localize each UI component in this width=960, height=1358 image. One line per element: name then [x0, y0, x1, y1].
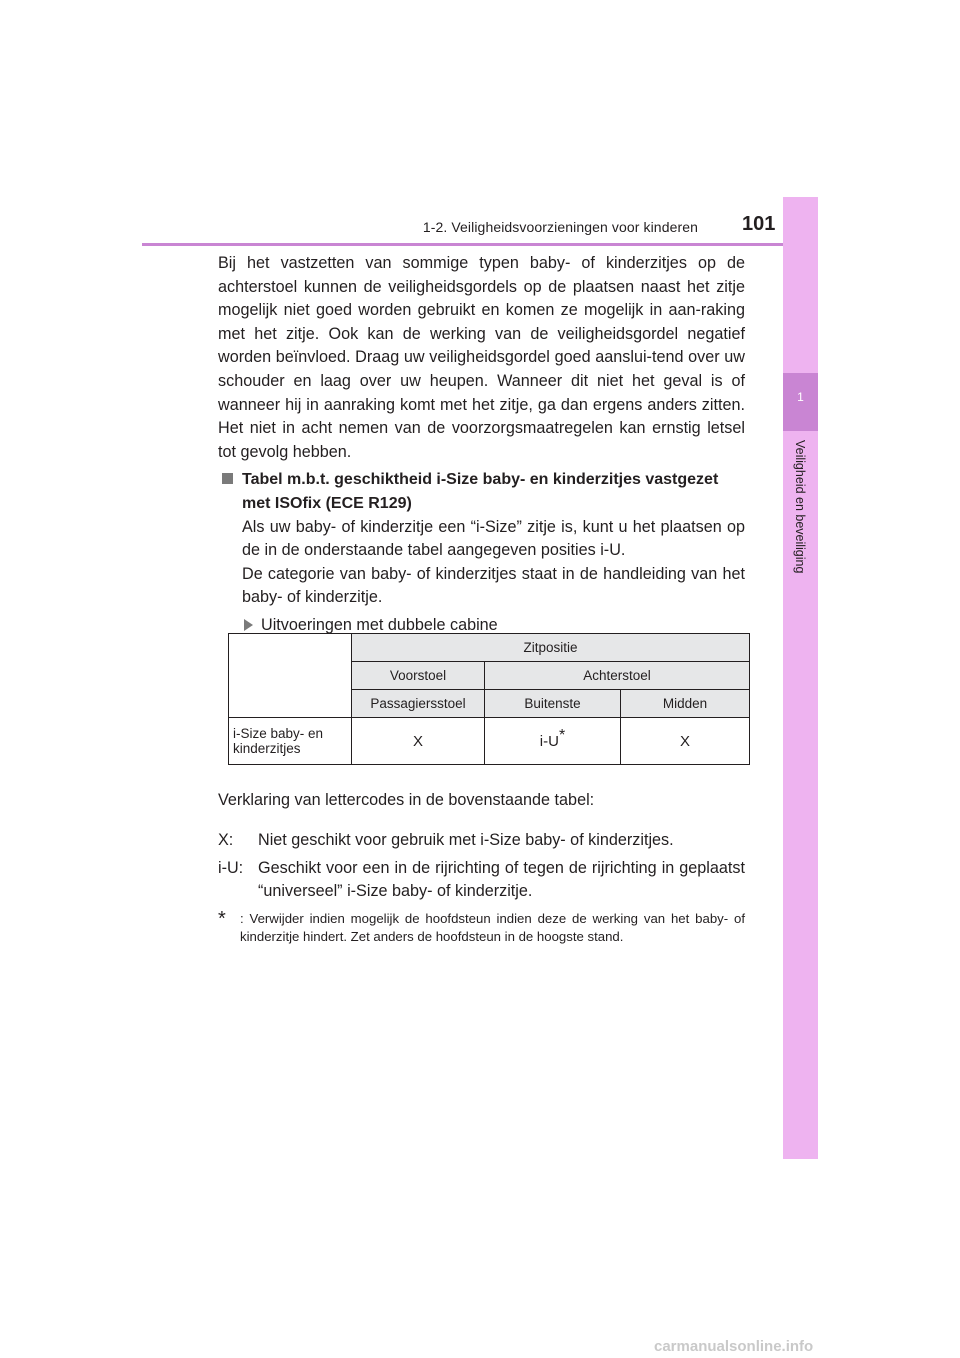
page-number: 101: [742, 213, 776, 235]
footnote: [218, 907, 745, 946]
footnote-text: : Verwijder indien mogelijk de hoofdsteun indien deze de werking van het baby- of kinderzitje hindert. Zet anders de hoofdsteun in de hoogste stand.: [240, 910, 745, 944]
cell-outer-seat: [485, 718, 621, 765]
section-title: 1-2. Veiligheidsvoorzieningen voor kinderen: [422, 219, 698, 235]
footnote-asterisk: *: [558, 726, 566, 744]
legend-text: Niet geschikt voor gebruik met i-Size baby- of kinderzitjes.: [258, 830, 674, 849]
isize-paragraph: Als uw baby- of kinderzitje een “i-Size” zitje is, kunt u het plaatsen op de in de onderstaande tabel aangegeven posities i-U.: [242, 517, 745, 560]
section-heading-text: Tabel m.b.t. geschiktheid i-Size baby- en kinderzitjes vastgezet met ISOfix (ECE R129): [242, 471, 719, 512]
header-voorstoel: Voorstoel: [352, 662, 485, 690]
watermark: carmanualsonline.info: [654, 1338, 814, 1355]
header-rule: [142, 243, 818, 246]
category-paragraph: De categorie van baby- of kinderzitjes staat in de handleiding van het baby- of kinderzitje.: [242, 564, 745, 607]
chapter-label: Veiligheid en beveiliging: [793, 440, 807, 574]
legend-text: Geschikt voor een in de rijrichting of tegen de rijrichting in geplaatst “universeel” i-Size baby- of kinderzitje.: [258, 858, 745, 901]
legend-key: X:: [218, 830, 234, 849]
table-row: [229, 718, 750, 765]
footnote-mark: [218, 907, 240, 946]
row-label: i-Size baby- en kinderzitjes: [229, 718, 352, 765]
variant-text: Uitvoeringen met dubbele cabine: [261, 615, 498, 634]
cell-outer-seat-value: i-U: [539, 732, 559, 750]
footnote-asterisk-mark: *: [218, 907, 226, 930]
square-bullet-icon: [222, 473, 233, 484]
table-corner-cell: [229, 634, 352, 718]
cell-passenger-seat: X: [352, 718, 485, 765]
legend-key: i-U:: [218, 858, 244, 877]
header-midden: Midden: [621, 690, 750, 718]
header-buitenste: Buitenste: [485, 690, 621, 718]
triangle-bullet-icon: [244, 619, 253, 631]
legend-item: [218, 829, 745, 853]
chapter-side-tab: [783, 197, 818, 1159]
header-achterstoel: Achterstoel: [485, 662, 750, 690]
cell-middle-seat: X: [621, 718, 750, 765]
header-zitpositie: Zitpositie: [352, 634, 750, 662]
intro-paragraph: Bij het vastzetten van sommige typen baby- of kinderzitjes op de achterstoel kunnen de veiligheidsgordels op de plaatsen naast het zitje mogelijk niet goed worden gebruikt en komen ze mogelijk in aan-raking met het zitje. Ook kan de werking van de veiligheidsgordel negatief worden beïnvloed. Draag uw veiligheidsgordel goed aanslui-tend over uw schouder en laag over uw heupen. Wanneer dit niet het geval is of wanneer hij in aanraking komt met het zitje, ga dan ergens anders zitten. Het niet in acht nemen van de voorzorgsmaatregelen kan ernstig letsel tot gevolg hebben.: [218, 254, 745, 461]
chapter-number: 1: [797, 390, 804, 404]
main-content: [218, 252, 745, 638]
seating-table: [228, 633, 750, 765]
legend-intro: Verklaring van lettercodes in de bovenstaande tabel:: [218, 791, 595, 810]
legend-item: [218, 857, 745, 904]
section-heading: [218, 468, 745, 515]
header-passagiersstoel: Passagiersstoel: [352, 690, 485, 718]
legend-section: [218, 773, 745, 946]
